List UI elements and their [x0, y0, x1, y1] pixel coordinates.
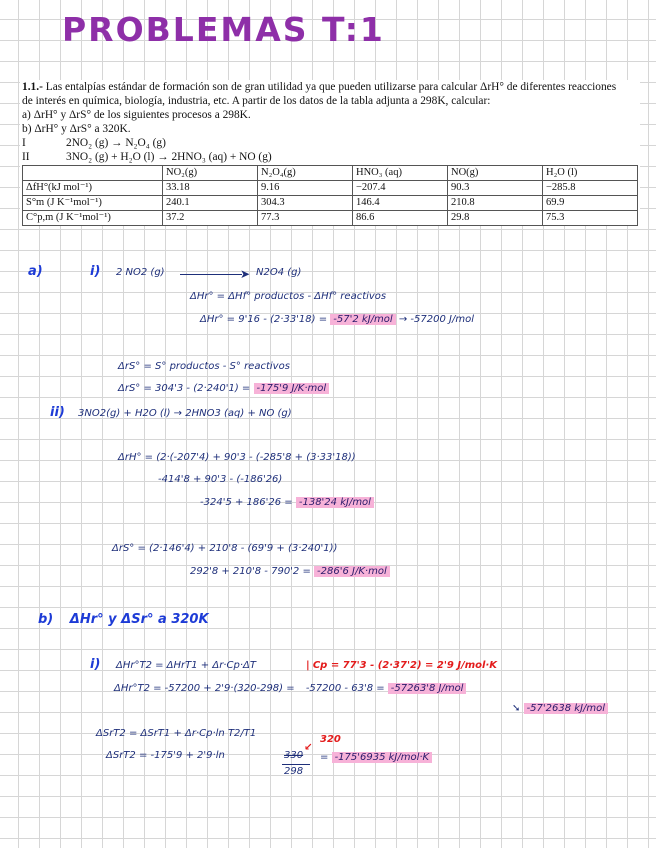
part-a-i-label: i) — [90, 264, 101, 279]
corrected-numerator: 320 — [320, 734, 341, 745]
enthalpy-i-result: -57'2 kJ/mol — [330, 314, 395, 325]
table-row: S°m (J K⁻¹mol⁻¹) 240.1 304.3 146.4 210.8 69.9 — [23, 196, 638, 211]
enthalpy-t2-formula: ΔHr°T2 = ΔHrT1 + Δr·Cp·ΔT — [116, 660, 256, 671]
statement-line-2: de interés en química, biología, industria, etc. A partir de los datos de la tabla adjunta a 298K, calcular: — [22, 95, 491, 107]
enthalpy-t2-result: -57263'8 J/mol — [388, 683, 467, 694]
part-a-ii-label: ii) — [50, 405, 65, 420]
entropy-i-result: -175'9 J/K·mol — [254, 383, 330, 394]
problem-number: 1.1.- — [22, 81, 43, 93]
denominator: 298 — [284, 766, 304, 777]
enthalpy-i-calc: ΔHr° = 9'16 - (2·33'18) = -57'2 kJ/mol → -57200 J/mol — [200, 314, 474, 325]
table-row: ΔfH°(kJ mol⁻¹) 33.18 9.16 −207.4 90.3 −285.8 — [23, 181, 638, 196]
entropy-t2-calc: ΔSrT2 = -175'9 + 2'9·ln — [106, 750, 225, 761]
crossed-numerator: 330 — [284, 750, 304, 761]
thermo-data-table — [22, 165, 638, 226]
reaction-I: I 2NO₂ (g) → N₂O₄ (g) — [22, 137, 166, 149]
part-b-i-label: i) — [90, 657, 101, 672]
enthalpy-t2-result-kj: ➘ -57'2638 kJ/mol — [512, 703, 608, 714]
table-header-row: NO₂(g) N₂O₄(g) HNO₃ (aq) NO(g) H₂O (l) — [23, 166, 638, 181]
fraction-bar — [282, 764, 310, 765]
reaction-ii: 3NO2(g) + H2O (l) → 2HNO3 (aq) + NO (g) — [78, 408, 292, 419]
table-row: C°p,m (J K⁻¹mol⁻¹) 37.2 77.3 86.6 29.8 75.3 — [23, 211, 638, 226]
enthalpy-formula: ΔHr° = ΔHf° productos - ΔHf° reactivos — [190, 291, 387, 302]
correction-arrow-icon: ↙ — [304, 742, 313, 753]
entropy-t2-result: -175'6935 kJ/mol·K — [332, 752, 433, 763]
part-a-label: a) — [28, 264, 43, 279]
entropy-t2-formula: ΔSrT2 = ΔSrT1 + Δr·Cp·ln T2/T1 — [96, 728, 257, 739]
page-title: PROBLEMAS T:1 — [62, 10, 385, 49]
enthalpy-ii-result: -138'24 kJ/mol — [296, 497, 374, 508]
enthalpy-ii-line3: -324'5 + 186'26 = -138'24 kJ/mol — [200, 497, 374, 508]
entropy-ii-line1: ΔrS° = (2·146'4) + 210'8 - (69'9 + (3·240'1)) — [112, 543, 338, 554]
enthalpy-t2-calc: ΔHr°T2 = -57200 + 2'9·(320-298) = -57200 - 63'8 = -57263'8 J/mol — [114, 683, 466, 694]
arrow-head-icon: ➤ — [240, 267, 251, 281]
reaction-i-left: 2 NO2 (g) — [116, 267, 165, 278]
reaction-arrow — [180, 274, 242, 275]
reaction-i-right: N2O4 (g) — [256, 267, 302, 278]
statement-line-1: 1.1.- Las entalpías estándar de formación son de gran utilidad ya que pueden utilizarse para calcular ΔrH° de diferentes reacciones — [22, 81, 617, 93]
enthalpy-ii-line1: ΔrH° = (2·(-207'4) + 90'3 - (-285'8 + (3·33'18)) — [118, 452, 356, 463]
entropy-formula: ΔrS° = S° productos - S° reactivos — [118, 361, 290, 372]
cp-note: | Cp = 77'3 - (2·37'2) = 2'9 J/mol·K — [306, 660, 498, 671]
part-b-label: b) ΔHr° y ΔSr° a 320K — [38, 612, 209, 627]
entropy-t2-eq: = -175'6935 kJ/mol·K — [320, 752, 432, 763]
problem-statement — [20, 80, 640, 226]
entropy-ii-result: -286'6 J/K·mol — [314, 566, 390, 577]
enthalpy-ii-line2: -414'8 + 90'3 - (-186'26) — [158, 474, 283, 485]
reaction-II: II 3NO₂ (g) + H₂O (l) → 2HNO₃ (aq) + NO (g) — [22, 151, 272, 163]
entropy-i-calc: ΔrS° = 304'3 - (2·240'1) = -175'9 J/K·mol — [118, 383, 329, 394]
statement-line-4: b) ΔrH° y ΔrS° a 320K. — [22, 123, 131, 135]
statement-line-3: a) ΔrH° y ΔrS° de los siguientes procesos a 298K. — [22, 109, 251, 121]
entropy-ii-line2: 292'8 + 210'8 - 790'2 = -286'6 J/K·mol — [190, 566, 390, 577]
